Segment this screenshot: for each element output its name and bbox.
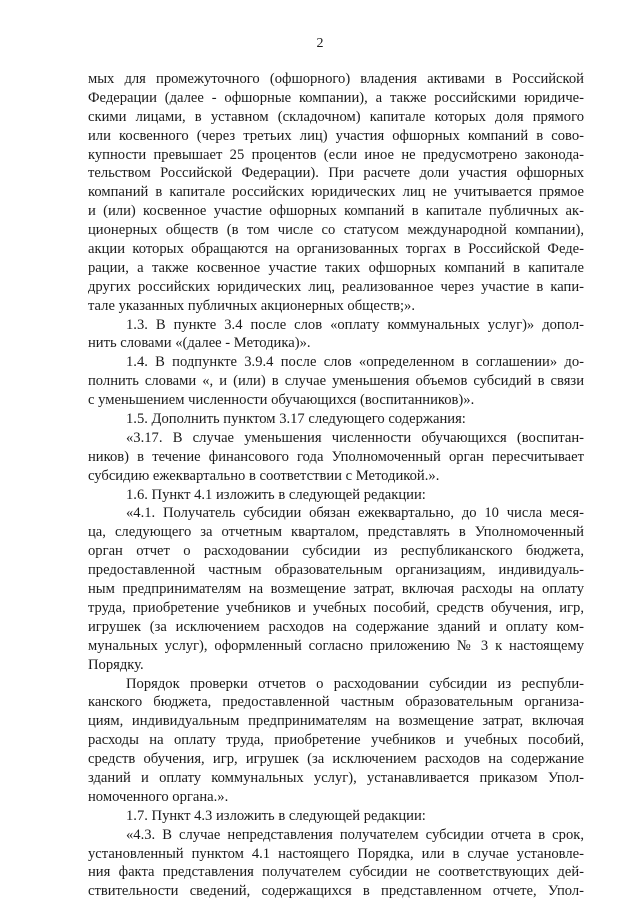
text-line: Порядок проверки отчетов о расходовании субсидии из республи-: [126, 675, 584, 692]
text-line: с уменьшением численности обучающихся (воспитанников)».: [88, 392, 475, 409]
text-line: мунальных услуг), оформленный согласно приложению № 3 к настоящему: [88, 637, 584, 654]
text-line: средств обучения, игр, игрушек (за исключением расходов на содержание: [88, 751, 584, 768]
text-line: субсидию ежеквартально в соответствии с Методикой.».: [88, 467, 440, 484]
text-line: ционерных обществ (в том числе со статусом международной компании),: [88, 222, 584, 239]
text-line: мых для промежуточного (офшорного) владения активами в Российской: [88, 71, 584, 87]
text-line: предоставленной частным образовательным организациям, индивидуаль-: [88, 562, 584, 579]
text-line: «3.17. В случае уменьшения численности обучающихся (воспитан-: [126, 429, 584, 446]
text-line: 1.3. В пункте 3.4 после слов «оплату коммунальных услуг)» допол-: [126, 316, 584, 333]
text-line: игрушек (за исключением расходов на содержание зданий и оплату ком-: [88, 618, 584, 635]
text-line: «4.1. Получатель субсидии обязан ежеквартально, до 10 числа меся-: [126, 505, 584, 522]
text-line: 1.4. В подпункте 3.9.4 после слов «определенном в соглашении» до-: [126, 354, 584, 371]
text-line: скими лицами, в уставном (складочном) капитале которых доля прямого: [88, 108, 584, 125]
text-line: Федерации (далее - офшорные компании), а также российскими юридиче-: [88, 89, 584, 106]
text-line: тельством Российской Федерации). При расчете доли участия офшорных: [88, 165, 584, 182]
text-line: ников) в течение финансового года Уполномоченный орган пересчитывает: [88, 448, 584, 465]
text-line: полнить словами «, и (или) в случае уменьшения объемов субсидий в связи: [88, 373, 584, 390]
text-line: зданий и оплату коммунальных услуг), устанавливается приказом Упол-: [88, 769, 584, 786]
text-line: других российских юридических лиц, реализованное через участие в капи-: [88, 278, 584, 295]
text-line: купности превышает 25 процентов (если иное не предусмотрено законода-: [88, 146, 584, 163]
text-line: орган отчет о расходовании субсидии из республиканского бюджета,: [88, 543, 584, 560]
text-line: акции которых обращаются на организованных торгах в Российской Феде-: [88, 241, 584, 258]
text-line: тале указанных публичных акционерных обществ;».: [88, 297, 415, 314]
text-line: ствительности сведений, содержащихся в представленном отчете, Упол-: [88, 883, 584, 900]
text-line: канского бюджета, предоставленной частным образовательным организа-: [88, 694, 584, 711]
text-line: труда, приобретение учебников и учебных пособий, средств обучения, игр,: [88, 599, 584, 616]
text-line: ным предпринимателям на возмещение затрат, включая расходы на оплату: [88, 581, 584, 598]
text-line: «4.3. В случае непредставления получателем субсидии отчета в срок,: [126, 826, 584, 843]
text-line: Порядку.: [88, 656, 144, 673]
text-line: 1.5. Дополнить пунктом 3.17 следующего содержания:: [126, 411, 466, 428]
text-line: нить словами «(далее - Методика)».: [88, 335, 311, 352]
text-line: установленный пунктом 4.1 настоящего Порядка, или в случае установле-: [88, 845, 584, 862]
text-line: и (или) косвенное участие офшорных компаний в капитале публичных ак-: [88, 203, 584, 220]
text-line: 1.7. Пункт 4.3 изложить в следующей редакции:: [126, 807, 426, 824]
text-line: расходы на оплату труда, приобретение учебников и учебных пособий,: [88, 732, 584, 749]
text-line: компаний в капитале российских юридических лиц не учитывается прямое: [88, 184, 584, 201]
document-body: [88, 70, 584, 901]
page-number: 2: [316, 36, 324, 51]
text-line: номоченного органа.».: [88, 788, 229, 805]
text-line: ния факта представления получателем субсидии не соответствующих дей-: [88, 864, 584, 881]
text-line: ца, следующего за отчетным кварталом, представлять в Уполномоченный: [88, 524, 584, 541]
text-line: рации, а также косвенное участие таких офшорных компаний в капитале: [88, 259, 584, 276]
text-line: или косвенного (через третьих лиц) участия офшорных компаний в сово-: [88, 127, 584, 144]
text-line: 1.6. Пункт 4.1 изложить в следующей редакции:: [126, 486, 426, 503]
text-line: циям, индивидуальным предпринимателям на возмещение затрат, включая: [88, 713, 584, 730]
